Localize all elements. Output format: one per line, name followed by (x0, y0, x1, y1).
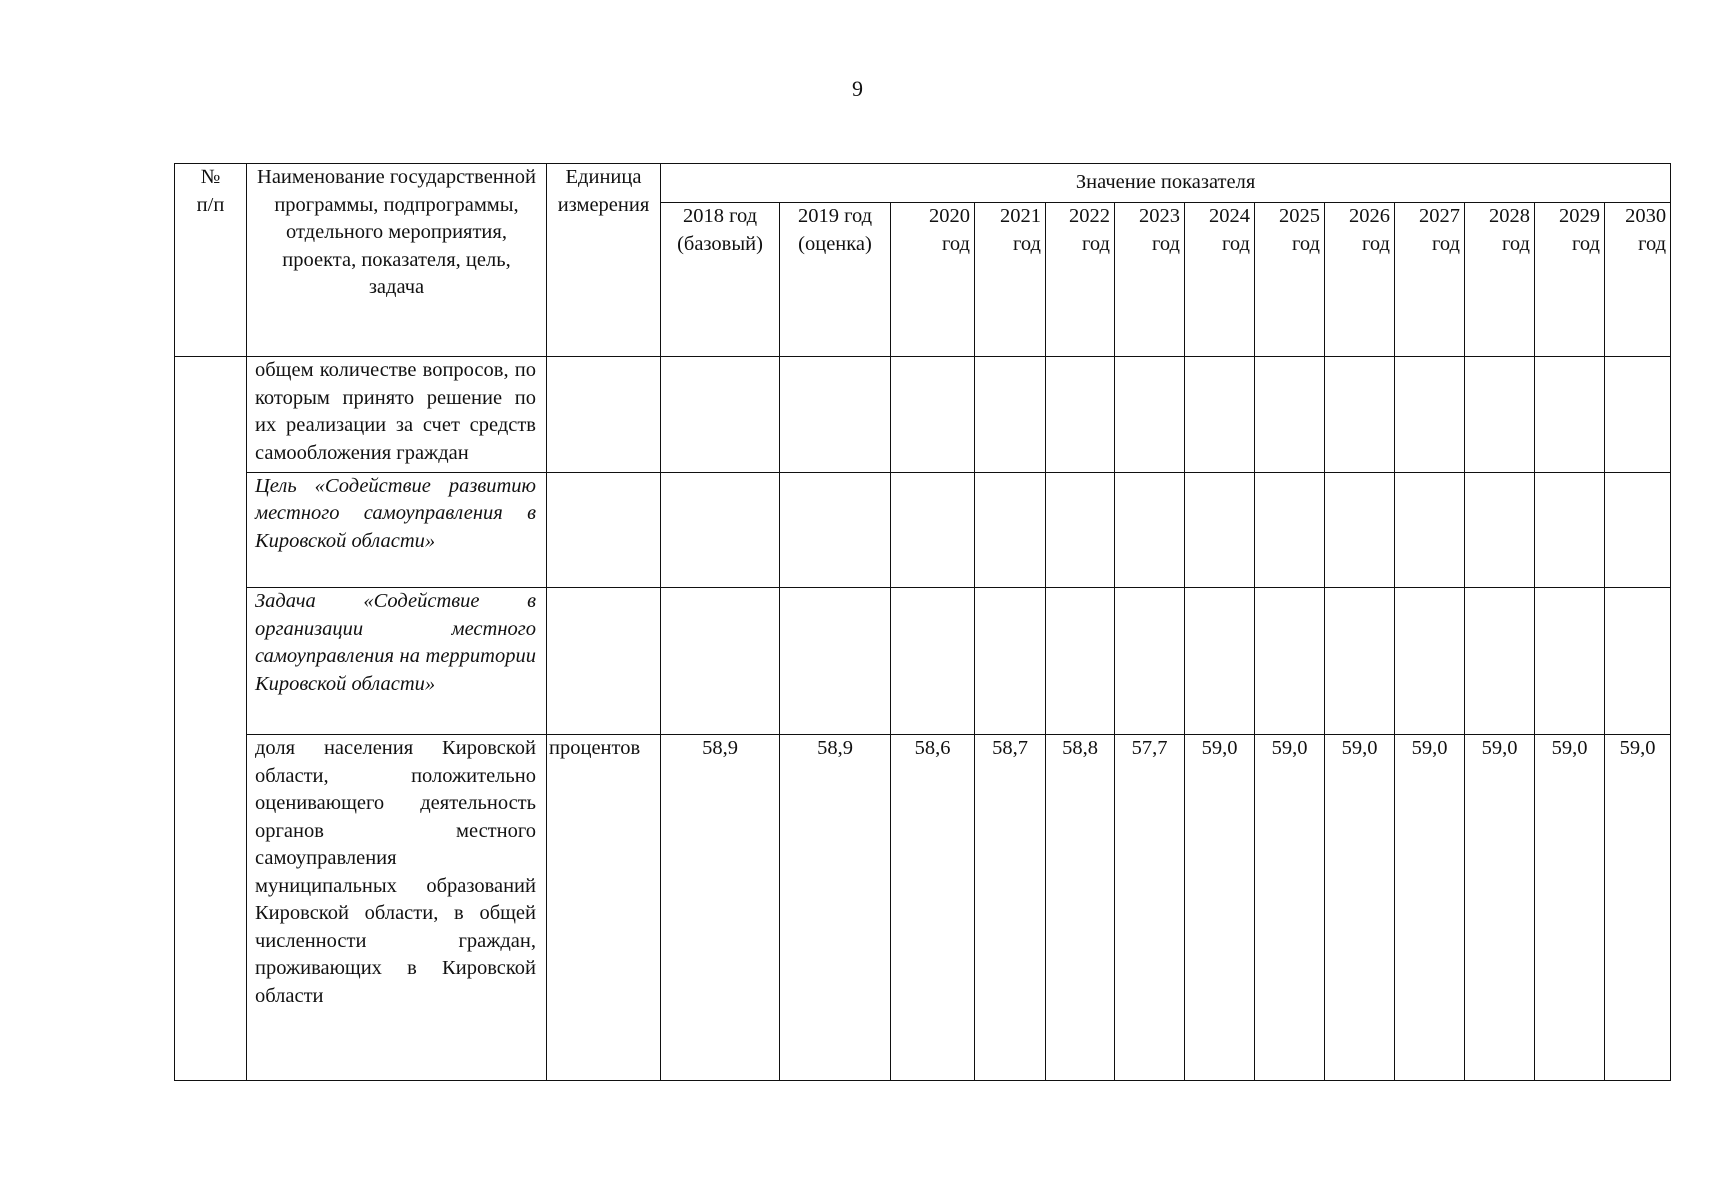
row-value-cell (1255, 472, 1325, 588)
row-value-cell (1185, 472, 1255, 588)
row-value-cell (661, 588, 780, 735)
header-year-label: 2023 (1139, 205, 1180, 227)
table-row (175, 357, 1671, 473)
row-value-cell (1465, 472, 1535, 588)
row-unit-cell: процентов (547, 735, 661, 1081)
header-year-6 (1185, 203, 1255, 357)
row-value-cell (1325, 357, 1395, 473)
header-year-note: год (942, 232, 970, 255)
row-value-cell (661, 472, 780, 588)
row-value-cell (975, 588, 1046, 735)
header-year-note: год (1222, 232, 1250, 255)
header-year-label: 2026 (1349, 205, 1390, 227)
row-name-cell: общем количестве вопросов, по которым принято решение по их реализации за счет средств самообложения граждан (247, 357, 547, 473)
row-value-cell: 59,0 (1535, 735, 1605, 1081)
header-year-label: 2019 год (797, 205, 873, 227)
row-name-cell: доля населения Кировской области, положительно оценивающего деятельность органов местного самоуправления муниципальных образований Кировской области, в общей численности граждан, проживающих в Кировской области (247, 735, 547, 1081)
row-value-cell (1325, 588, 1395, 735)
header-year-label: 2022 (1069, 205, 1110, 227)
row-number-cell (175, 357, 247, 1081)
row-value-cell (1046, 588, 1115, 735)
header-unit (547, 164, 661, 357)
row-value-cell (1605, 357, 1671, 473)
header-year-note: год (1432, 232, 1460, 255)
header-year-5 (1115, 203, 1185, 357)
row-value-cell (1395, 472, 1465, 588)
header-year-label: 2024 (1209, 205, 1250, 227)
row-value-cell (1046, 357, 1115, 473)
table-row (175, 472, 1671, 588)
header-year-note: год (1362, 232, 1390, 255)
row-value-cell (1395, 588, 1465, 735)
row-name-cell: Цель «Содействие развитию местного самоуправления в Кировской области» (247, 472, 547, 588)
header-year-label: 2018 год (682, 205, 758, 227)
row-unit-cell (547, 472, 661, 588)
row-value-cell: 58,9 (661, 735, 780, 1081)
row-value-cell (1535, 588, 1605, 735)
row-value-cell (1465, 588, 1535, 735)
page-number: 9 (852, 76, 863, 101)
header-unit-label: Единица измерения (557, 166, 650, 216)
row-value-cell (891, 472, 975, 588)
header-year-note: (базовый) (677, 232, 763, 255)
header-year-1 (780, 203, 891, 357)
header-year-label: 2025 (1279, 205, 1320, 227)
row-value-cell (661, 357, 780, 473)
header-year-label: 2028 (1489, 205, 1530, 227)
row-value-cell (975, 357, 1046, 473)
header-year-note: год (1152, 232, 1180, 255)
header-year-0 (661, 203, 780, 357)
row-value-cell (1046, 472, 1115, 588)
header-year-label: 2027 (1419, 205, 1460, 227)
row-value-cell (1535, 357, 1605, 473)
header-year-note: год (1013, 232, 1041, 255)
row-value-cell (1115, 357, 1185, 473)
row-value-cell: 59,0 (1185, 735, 1255, 1081)
row-value-cell (780, 472, 891, 588)
header-number-label: № п/п (196, 166, 225, 216)
header-year-12 (1605, 203, 1671, 357)
header-year-11 (1535, 203, 1605, 357)
header-name-label: Наименование государственной программы, подпрограммы, отдельного мероприятия, проекта, показателя, цель, задача (257, 166, 536, 298)
indicators-table (174, 163, 1671, 1081)
header-year-label: 2020 (929, 205, 970, 227)
row-value-cell: 58,7 (975, 735, 1046, 1081)
row-value-cell (780, 588, 891, 735)
header-year-note: год (1292, 232, 1320, 255)
header-year-7 (1255, 203, 1325, 357)
header-value-group-label: Значение показателя (1075, 171, 1256, 194)
row-value-cell (1605, 588, 1671, 735)
header-number (175, 164, 247, 357)
row-value-cell (891, 357, 975, 473)
row-value-cell (780, 357, 891, 473)
row-name-cell: Задача «Содействие в организации местного самоуправления на территории Кировской области» (247, 588, 547, 735)
row-value-cell: 57,7 (1115, 735, 1185, 1081)
row-value-cell (1465, 357, 1535, 473)
header-year-label: 2021 (1000, 205, 1041, 227)
row-value-cell (1395, 357, 1465, 473)
row-value-cell: 59,0 (1325, 735, 1395, 1081)
row-unit-cell (547, 588, 661, 735)
row-value-cell (1185, 588, 1255, 735)
row-value-cell (975, 472, 1046, 588)
header-year-label: 2030 (1625, 205, 1667, 227)
header-name (247, 164, 547, 357)
header-year-4 (1046, 203, 1115, 357)
header-year-label: 2029 (1559, 205, 1600, 227)
header-year-note: (оценка) (798, 232, 872, 255)
row-value-cell (891, 588, 975, 735)
row-value-cell (1185, 357, 1255, 473)
row-value-cell (1115, 588, 1185, 735)
header-year-2 (891, 203, 975, 357)
row-value-cell: 59,0 (1465, 735, 1535, 1081)
row-value-cell: 58,9 (780, 735, 891, 1081)
row-unit-cell (547, 357, 661, 473)
header-year-note: год (1082, 232, 1110, 255)
header-year-3 (975, 203, 1046, 357)
row-value-cell: 59,0 (1605, 735, 1671, 1081)
table-row (175, 588, 1671, 735)
row-value-cell: 58,8 (1046, 735, 1115, 1081)
header-year-9 (1395, 203, 1465, 357)
row-value-cell (1115, 472, 1185, 588)
row-value-cell (1255, 357, 1325, 473)
header-year-8 (1325, 203, 1395, 357)
header-year-note: год (1572, 232, 1600, 255)
row-value-cell (1535, 472, 1605, 588)
row-value-cell: 59,0 (1255, 735, 1325, 1081)
header-year-note: год (1502, 232, 1530, 255)
header-value-group (661, 164, 1671, 203)
header-year-10 (1465, 203, 1535, 357)
header-year-note: год (1638, 232, 1667, 255)
row-value-cell (1325, 472, 1395, 588)
table-row (175, 735, 1671, 1081)
row-value-cell (1255, 588, 1325, 735)
row-value-cell: 58,6 (891, 735, 975, 1081)
row-value-cell (1605, 472, 1671, 588)
row-value-cell: 59,0 (1395, 735, 1465, 1081)
